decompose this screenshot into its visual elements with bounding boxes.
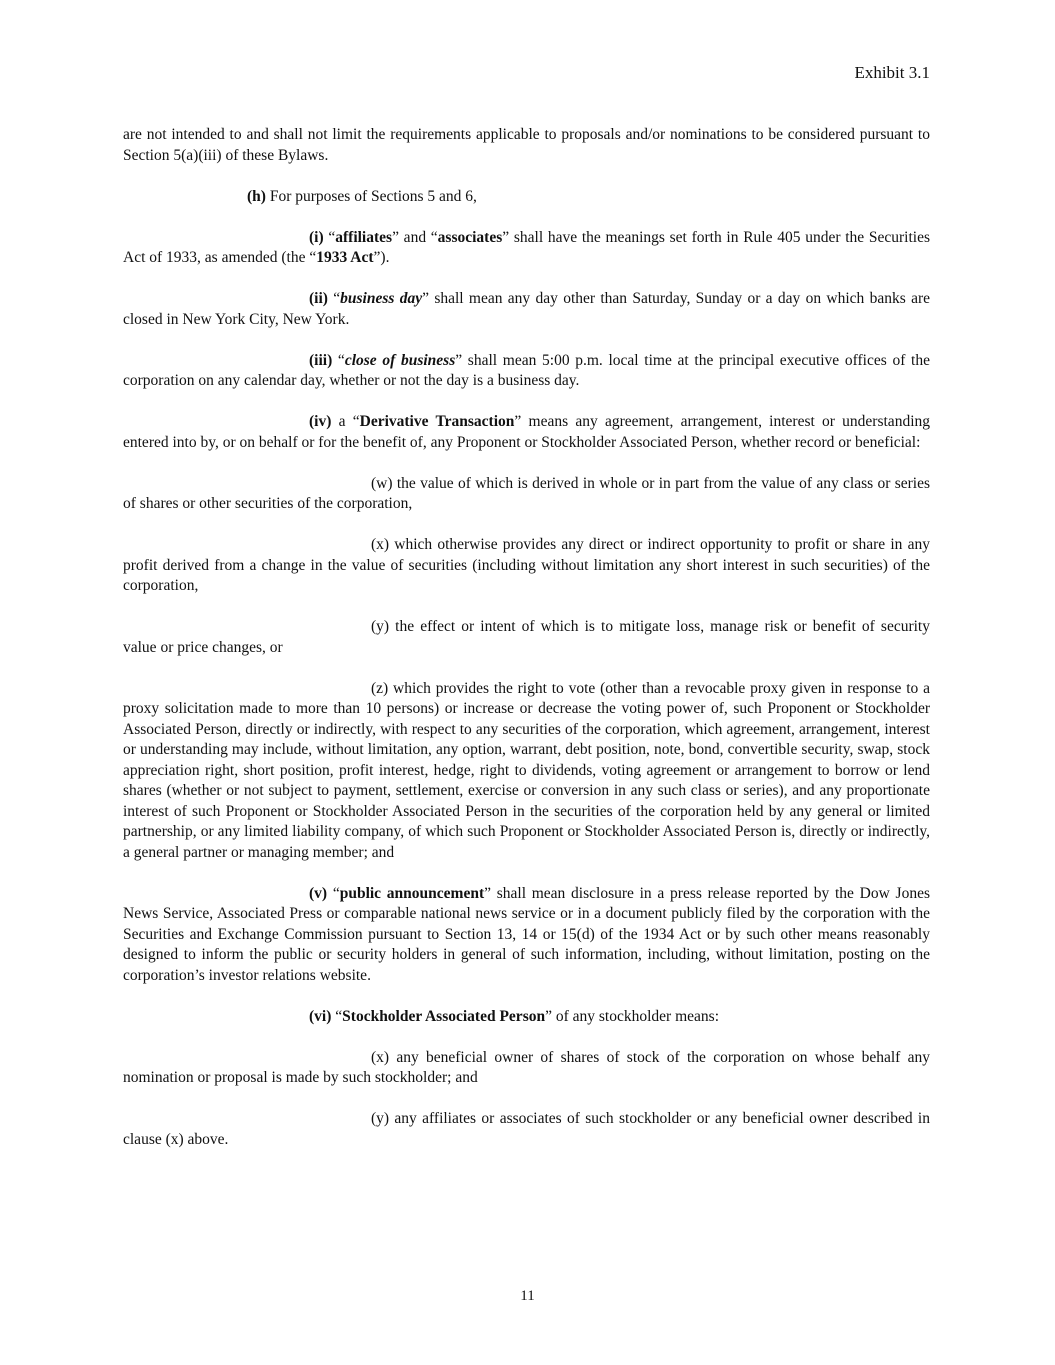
text-run: ” of any stockholder means:: [545, 1007, 719, 1025]
paragraph-clause-iv-w: [123, 474, 930, 515]
text-run: ” shall mean any day other than Saturday, Sunday or a day on which banks are closed in New York City, New York.: [123, 290, 930, 328]
paragraph-clause-vi-y: [123, 1109, 930, 1150]
text-run: “: [332, 351, 345, 369]
text-run: (z) which provides the right to vote (other than a revocable proxy given in response to a proxy solicitation made to more than 10 persons) or increase or decrease the voting power of, such Proponent or Stockholder Associated Person, directly or indirectly, with respect to any securities of the corporation, which agreement, arrangement, interest or understanding may include, without limitation, any option, warrant, debt position, note, bond, convertible security, swap, stock appreciation right, short position, profit interest, hedge, right to dividends, voting agreement or arrangement to borrow or lend shares (whether or not subject to payment, settlement, exercise or conversion in any such class or series), and any proportionate interest of such Proponent or Stockholder Associated Person in the securities of the corporation held by any general or limited partnership, or any limited liability company, of which such Proponent or Stockholder Associated Person is, directly or indirectly, a general partner or managing member; and: [123, 679, 930, 861]
paragraph-clause-iv-y: [123, 617, 930, 658]
text-run: “: [327, 884, 340, 902]
text-run: are not intended to and shall not limit the requirements applicable to proposals and/or nominations to be considered pursuant to Section 5(a)(iii) of these Bylaws.: [123, 126, 930, 164]
text-run: (vi): [309, 1007, 332, 1025]
text-run: (iv): [309, 413, 332, 430]
text-run: (y) the effect or intent of which is to mitigate loss, manage risk or benefit of security value or price changes, or: [123, 618, 930, 656]
paragraph-clause-vi: [123, 1007, 930, 1028]
text-run: ” shall have the meanings set forth in Rule 405 under the Securities Act of 1933, as amended (the “: [123, 228, 930, 266]
paragraph-clause-ii: [123, 289, 930, 330]
text-run: business day: [340, 290, 423, 307]
text-run: (i): [309, 228, 324, 246]
text-run: (x) which otherwise provides any direct or indirect opportunity to profit or share in any profit derived from a change in the value of securities (including without limitation any short interest in such securities) of the corporation,: [123, 536, 930, 594]
paragraph-clause-vi-x: [123, 1048, 930, 1089]
text-run: ”).: [373, 249, 390, 266]
paragraph-clause-i: [123, 228, 930, 269]
text-run: ” shall mean 5:00 p.m. local time at the principal executive offices of the corporation on any calendar day, whether or not the day is a business day.: [123, 351, 930, 389]
document-body: [123, 125, 930, 1150]
text-run: (w) the value of which is derived in whole or in part from the value of any class or series of shares or other securities of the corporation,: [123, 474, 930, 512]
text-run: (x) any beneficial owner of shares of stock of the corporation on whose behalf any nomination or proposal is made by such stockholder; and: [123, 1048, 930, 1086]
text-run: 1933 Act: [316, 249, 374, 266]
text-run: Derivative Transaction: [359, 413, 515, 430]
paragraph-clause-iv-z: [123, 679, 930, 864]
text-run: ” means any agreement, arrangement, interest or understanding entered into by, or on behalf or for the benefit of, any Proponent or Stockholder Associated Person, whether record or beneficial:: [123, 413, 930, 451]
text-run: (v): [309, 884, 328, 902]
text-run: “: [331, 1007, 343, 1025]
text-run: ” shall mean disclosure in a press release reported by the Dow Jones News Service, Associated Press or comparable national news service or in a document publicly filed by the corporation with the Securities and Exchange Commission pursuant to Section 13, 14 or 15(d) of the 1934 Act or by such other means reasonably designed to inform the public or security holders in general of such information, including, without limitation, posting on the corporation’s investor relations website.: [123, 884, 930, 984]
text-run: a “: [331, 413, 360, 430]
text-run: (y) any affiliates or associates of such stockholder or any beneficial owner described in clause (x) above.: [123, 1110, 930, 1148]
page-number: 11: [520, 1288, 535, 1304]
text-run: (h): [247, 187, 266, 205]
paragraph-clause-iv: [123, 412, 930, 453]
paragraph-intro: [123, 125, 930, 166]
paragraph-clause-v: [123, 884, 930, 987]
text-run: public announcement: [339, 884, 485, 902]
text-run: close of business: [344, 351, 456, 369]
text-run: (iii): [309, 351, 333, 369]
paragraph-clause-h: [123, 187, 930, 208]
text-run: “: [323, 228, 336, 246]
text-run: “: [327, 290, 341, 307]
text-run: Stockholder Associated Person: [342, 1007, 546, 1025]
text-run: (ii): [309, 290, 328, 307]
text-run: affiliates: [335, 228, 393, 246]
paragraph-clause-iii: [123, 351, 930, 392]
text-run: ” and “: [392, 228, 438, 246]
document-content: [123, 62, 930, 1171]
exhibit-label: Exhibit 3.1: [854, 63, 930, 82]
paragraph-clause-iv-x: [123, 535, 930, 597]
text-run: associates: [437, 228, 503, 246]
text-run: For purposes of Sections 5 and 6,: [265, 187, 477, 205]
